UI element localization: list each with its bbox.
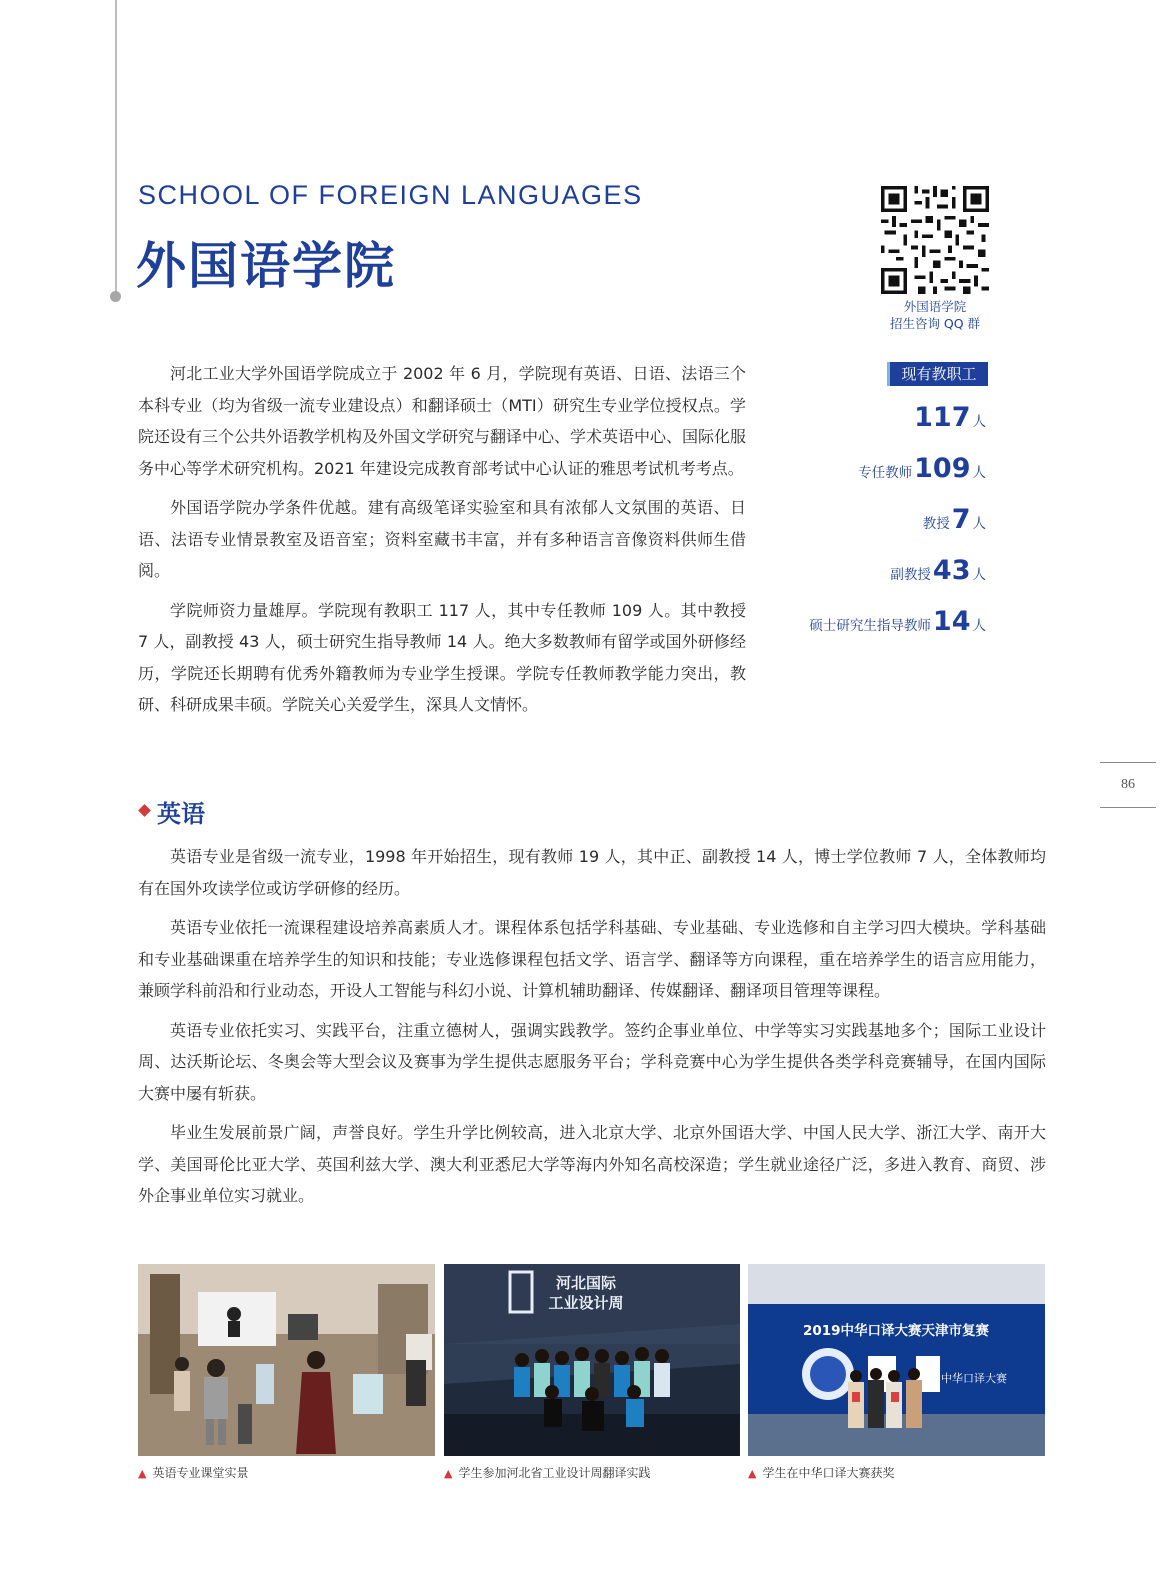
decorative-dot [110, 291, 121, 302]
section-paragraph: 英语专业是省级一流专业，1998 年开始招生，现有教师 19 人，其中正、副教授 14 人，博士学位教师 7 人，全体教师均有在国外攻读学位或访学研修的经历。 [138, 847, 1046, 898]
design-week-sign-line2: 工业设计周 [548, 1294, 624, 1312]
contest-banner-text: 2019中华口译大赛天津市复赛 [802, 1323, 990, 1339]
photo-caption-text: 英语专业课堂实景 [152, 1466, 249, 1480]
qr-code-icon [881, 186, 989, 294]
qr-caption [860, 298, 1010, 332]
intro-paragraph: 河北工业大学外国语学院成立于 2002 年 6 月，学院现有英语、日语、法语三个本科专业（均为省级一流专业建设点）和翻译硕士（MTI）研究生专业学位授权点。学院还设有三个公共外语教学机构及外国文学研究与翻译中心、学术英语中心、国际化服务中心等学术研究机构。2021 年建设完成教育部考试中心认证的雅思考试机考考点。 [138, 364, 747, 478]
stat-label: 副教授 [890, 567, 931, 583]
intro-paragraph: 外国语学院办学条件优越。建有高级笔译实验室和具有浓郁人文氛围的英语、日语、法语专业情景教室及语音室；资料室藏书丰富，并有多种语言音像资料供师生借阅。 [138, 498, 746, 580]
stat-label: 专任教师 [858, 465, 913, 481]
page-title: 外国语学院 [136, 237, 396, 295]
stat-value: 14 [932, 606, 971, 637]
stat-label: 教授 [922, 516, 950, 532]
photo-caption-text: 学生在中华口译大赛获奖 [762, 1466, 895, 1480]
section-title: 英语 [157, 800, 205, 828]
qr-caption-line1: 外国语学院 [903, 299, 967, 314]
section-paragraph: 毕业生发展前景广阔，声誉良好。学生升学比例较高，进入北京大学、北京外国语大学、中国人民大学、浙江大学、南开大学、美国哥伦比亚大学、英国利兹大学、澳大利亚悉尼大学等海内外知名高校深造；学生就业途径广泛，多进入教育、商贸、涉外企事业单位实习就业。 [138, 1123, 1046, 1205]
page-number: 86 [1100, 762, 1156, 808]
decorative-vertical-line [115, 0, 117, 296]
stat-professors [923, 504, 986, 535]
photo-caption-text: 学生参加河北省工业设计周翻译实践 [458, 1466, 651, 1480]
design-week-photo [444, 1264, 740, 1456]
qr-caption-line2: 招生咨询 QQ 群 [889, 316, 981, 331]
stat-unit: 人 [972, 414, 986, 430]
stat-unit: 人 [972, 567, 986, 583]
section-paragraph: 英语专业依托实习、实践平台，注重立德树人，强调实践教学。签约企事业单位、中学等实习实践基地多个；国际工业设计周、达沃斯论坛、冬奥会等大型会议及赛事为学生提供志愿服务平台；学科竞赛中心为学生提供各类学科竞赛辅导，在国内国际大赛中屡有斩获。 [138, 1020, 1046, 1103]
page-title-english: SCHOOL OF FOREIGN LANGUAGES [138, 180, 643, 210]
triangle-bullet-icon: ▲ [138, 1467, 147, 1480]
stat-label: 硕士研究生指导教师 [809, 618, 931, 634]
stat-unit: 人 [972, 465, 986, 481]
intro-paragraph: 学院师资力量雄厚。学院现有教职工 117 人，其中专任教师 109 人。其中教授 7 人，副教授 43 人，硕士研究生指导教师 14 人。绝大多数教师有留学或国外研修经历，学院还长期聘有优秀外籍教师为专业学生授课。学院专任教师教学能力突出，教研、科研成果丰硕。学院关心关爱学生，深具人文情怀。 [138, 600, 746, 714]
triangle-bullet-icon: ▲ [444, 1467, 453, 1480]
diamond-bullet-icon [138, 804, 151, 817]
triangle-bullet-icon: ▲ [748, 1467, 757, 1480]
contest-photo [748, 1264, 1045, 1456]
stat-masters-supervisors [809, 606, 986, 637]
photo-caption [138, 1464, 248, 1481]
stat-value: 7 [951, 504, 971, 535]
photo-caption [444, 1464, 650, 1481]
stat-value: 43 [932, 555, 971, 586]
section-paragraph: 英语专业依托一流课程建设培养高素质人才。课程体系包括学科基础、专业基础、专业选修和自主学习四大模块。学科基础和专业基础课重在培养学生的知识和技能；专业选修课程包括文学、语言学、翻译等方向课程，重在培养学生的语言应用能力，兼顾学科前沿和行业动态，开设人工智能与科幻小说、计算机辅助翻译、传媒翻译、翻译项目管理等课程。 [138, 918, 1046, 1000]
stat-associate-professors [890, 555, 986, 586]
stat-total-staff [912, 402, 986, 433]
staff-stats [760, 362, 988, 637]
stat-value: 117 [914, 402, 971, 433]
design-week-sign-line1: 河北国际 [555, 1274, 617, 1292]
photo-caption [748, 1464, 894, 1481]
section-body [138, 841, 1046, 1220]
stat-unit: 人 [972, 618, 986, 634]
classroom-photo [138, 1264, 435, 1456]
stat-unit: 人 [972, 516, 986, 532]
intro-text [138, 358, 746, 729]
stat-value: 109 [914, 453, 971, 484]
stats-badge: 现有教职工 [890, 362, 988, 386]
stat-full-time-teachers [858, 453, 986, 484]
contest-screen-text: 中华口译大赛 [941, 1372, 1007, 1385]
